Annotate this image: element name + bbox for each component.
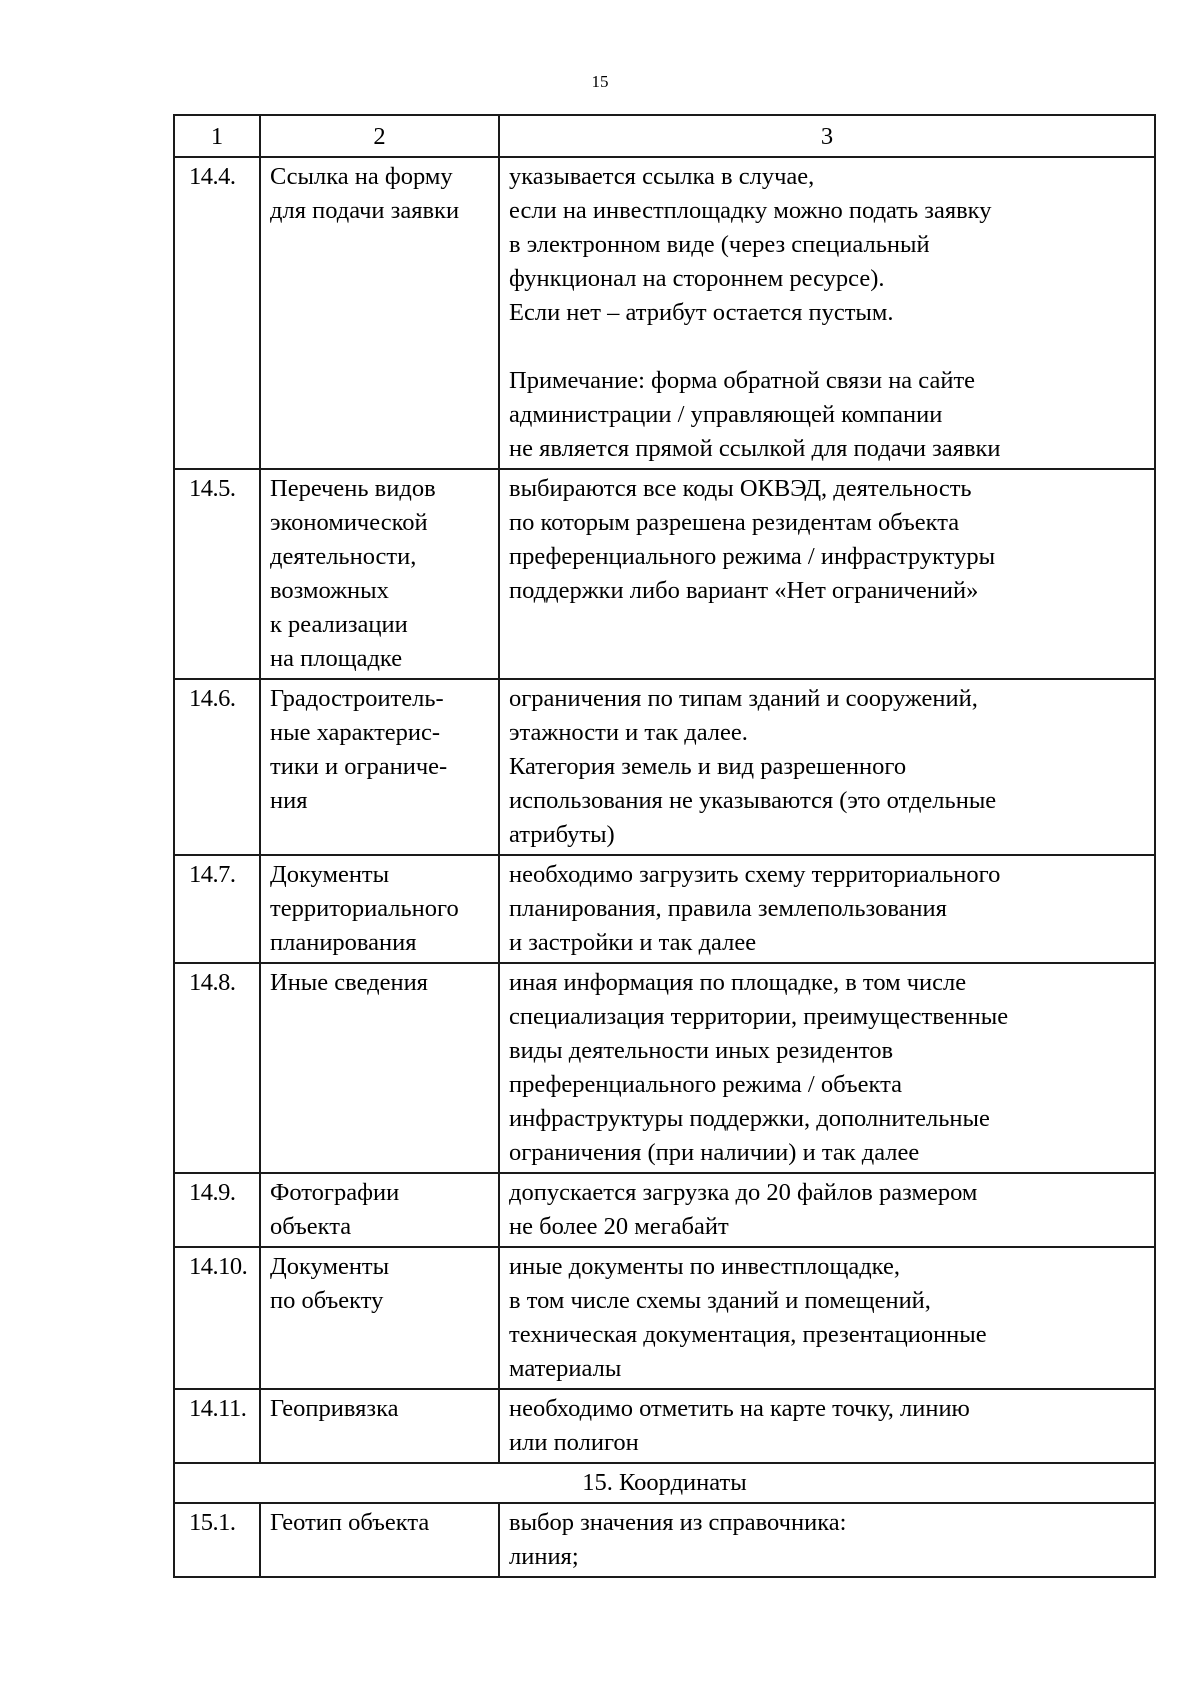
- attribute-name: Градостроитель- ные характерис- тики и ограниче- ния: [260, 679, 499, 855]
- row-number: 14.5.: [174, 469, 260, 679]
- table-row: [174, 679, 1155, 855]
- table-row: [174, 1503, 1155, 1577]
- attribute-description: иные документы по инвестплощадке, в том числе схемы зданий и помещений, техническая документация, презентационные материалы: [499, 1247, 1155, 1389]
- section-heading-row: [174, 1463, 1155, 1503]
- attribute-name: Иные сведения: [260, 963, 499, 1173]
- table-row: [174, 1389, 1155, 1463]
- attribute-description: указывается ссылка в случае, если на инвестплощадку можно подать заявку в электронном виде (через специальный функционал на стороннем ресурсе). Если нет – атрибут остается пустым. Примечание: форма обратной связи на сайте администрации / управляющей компании не является прямой ссылкой для подачи заявки: [499, 157, 1155, 469]
- attribute-name: Геотип объекта: [260, 1503, 499, 1577]
- table-row: [174, 1247, 1155, 1389]
- attribute-name: Документы территориального планирования: [260, 855, 499, 963]
- table-row: [174, 1173, 1155, 1247]
- row-number: 15.1.: [174, 1503, 260, 1577]
- row-number: 14.4.: [174, 157, 260, 469]
- row-number: 14.11.: [174, 1389, 260, 1463]
- attribute-description: необходимо загрузить схему территориального планирования, правила землепользования и застройки и так далее: [499, 855, 1155, 963]
- table-header-row: [174, 115, 1155, 157]
- row-number: 14.8.: [174, 963, 260, 1173]
- attribute-description: необходимо отметить на карте точку, линию или полигон: [499, 1389, 1155, 1463]
- row-number: 14.10.: [174, 1247, 260, 1389]
- table-row: [174, 963, 1155, 1173]
- page-number: 15: [591, 72, 609, 91]
- table-row: [174, 157, 1155, 469]
- table-row: [174, 469, 1155, 679]
- attribute-description: ограничения по типам зданий и сооружений, этажности и так далее. Категория земель и вид разрешенного использования не указываются (это отдельные атрибуты): [499, 679, 1155, 855]
- attribute-name: Ссылка на форму для подачи заявки: [260, 157, 499, 469]
- header-col-2: 2: [260, 115, 499, 157]
- section-heading: 15. Координаты: [174, 1463, 1155, 1503]
- header-col-3: 3: [499, 115, 1155, 157]
- attributes-table: [173, 114, 1156, 1578]
- attribute-description: выбор значения из справочника: линия;: [499, 1503, 1155, 1577]
- attribute-name: Геопривязка: [260, 1389, 499, 1463]
- row-number: 14.6.: [174, 679, 260, 855]
- attribute-name: Фотографии объекта: [260, 1173, 499, 1247]
- row-number: 14.9.: [174, 1173, 260, 1247]
- header-col-1: 1: [174, 115, 260, 157]
- table-row: [174, 855, 1155, 963]
- row-number: 14.7.: [174, 855, 260, 963]
- attribute-description: допускается загрузка до 20 файлов размером не более 20 мегабайт: [499, 1173, 1155, 1247]
- attribute-name: Перечень видов экономической деятельности, возможных к реализации на площадке: [260, 469, 499, 679]
- attribute-name: Документы по объекту: [260, 1247, 499, 1389]
- attribute-description: иная информация по площадке, в том числе специализация территории, преимущественные виды деятельности иных резидентов преференциального режима / объекта инфраструктуры поддержки, дополнительные ограничения (при наличии) и так далее: [499, 963, 1155, 1173]
- attribute-description: выбираются все коды ОКВЭД, деятельность по которым разрешена резидентам объекта преференциального режима / инфраструктуры поддержки либо вариант «Нет ограничений»: [499, 469, 1155, 679]
